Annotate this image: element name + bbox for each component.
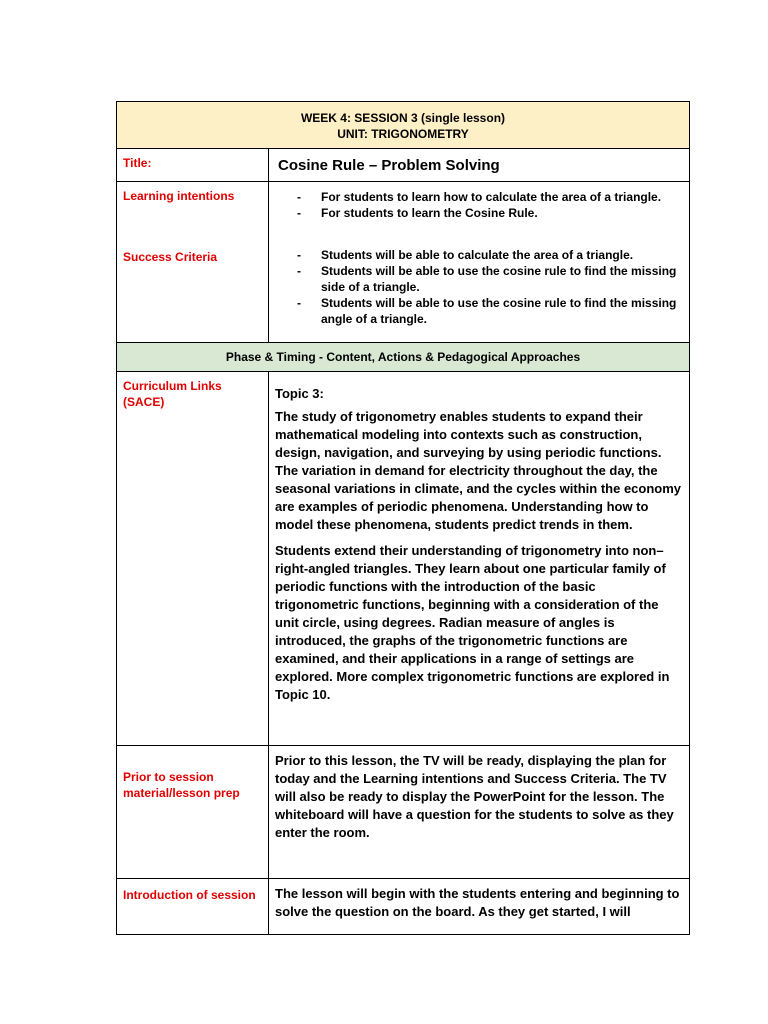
introduction-text: The lesson will begin with the students entering and beginning to solve the question on the board. As they get started, I will [275, 886, 680, 919]
introduction-label: Introduction of session [123, 888, 256, 902]
prior-row [117, 746, 690, 879]
phase-header-row [117, 343, 690, 372]
list-item: - Students will be able to calculate the area of a triangle. [297, 247, 689, 263]
lesson-title: Cosine Rule – Problem Solving [278, 157, 500, 174]
learning-intentions-label: Learning intentions [123, 189, 235, 203]
title-label: Title: [123, 156, 152, 170]
curriculum-row [117, 372, 690, 746]
prior-session-label: Prior to session material/lesson prep [123, 770, 240, 800]
success-criteria-list [269, 247, 689, 327]
intentions-criteria-row [117, 182, 690, 343]
list-item: - For students to learn how to calculate the area of a triangle. [297, 189, 689, 205]
curriculum-paragraph-1: The study of trigonometry enables students to expand their mathematical modeling into contexts such as construction, design, navigation, and surveying by using periodic functions. The variation in demand for electricity throughout the day, the seasonal variations in climate, and the cycles within the economy are examples of periodic phenomena. Understanding how to model these phenomena, students predict trends in them. [275, 409, 682, 532]
intro-row [117, 879, 690, 935]
lesson-plan-table [116, 101, 690, 935]
success-criteria-label: Success Criteria [123, 250, 218, 264]
prior-session-text: Prior to this lesson, the TV will be ready, displaying the plan for today and the Learning intentions and Success Criteria. The TV will also be ready to display the PowerPoint for the lesson. The whiteboard will have a question for the students to solve as they enter the room. [275, 753, 674, 840]
intro-label-cell [117, 879, 269, 935]
list-item: - For students to learn the Cosine Rule. [297, 205, 689, 221]
title-row [117, 149, 690, 182]
header-row [117, 102, 690, 149]
list-item: - Students will be able to use the cosine rule to find the missing angle of a triangle. [297, 295, 689, 327]
title-value-cell [269, 149, 690, 182]
prior-label-cell [117, 746, 269, 879]
curriculum-links-label: Curriculum Links (SACE) [123, 379, 222, 409]
list-item: - Students will be able to use the cosine rule to find the missing side of a triangle. [297, 263, 689, 295]
learning-intentions-list [269, 189, 689, 221]
phase-header: Phase & Timing - Content, Actions & Pedagogical Approaches [225, 350, 581, 364]
title-label-cell [117, 149, 269, 182]
intentions-label-cell [117, 182, 269, 343]
header-cell [117, 102, 690, 149]
curriculum-paragraph-2: Students extend their understanding of trigonometry into non–right-angled triangles. They learn about one particular family of periodic functions with the introduction of the basic trigonometric functions, beginning with a consideration of the unit circle, using degrees. Radian measure of angles is introduced, the graphs of the trigonometric functions are examined, and their applications in a range of settings are explored. More complex trigonometric functions are explored in Topic 10. [275, 543, 670, 702]
unit-heading: UNIT: TRIGONOMETRY [337, 127, 469, 141]
curriculum-label-cell [117, 372, 269, 746]
topic-heading: Topic 3: [275, 386, 324, 401]
phase-header-cell [117, 343, 690, 372]
prior-value-cell [269, 746, 690, 879]
intentions-value-cell [269, 182, 690, 343]
curriculum-value-cell [269, 372, 690, 746]
intro-value-cell [269, 879, 690, 935]
week-session-heading: WEEK 4: SESSION 3 (single lesson) [300, 111, 506, 125]
